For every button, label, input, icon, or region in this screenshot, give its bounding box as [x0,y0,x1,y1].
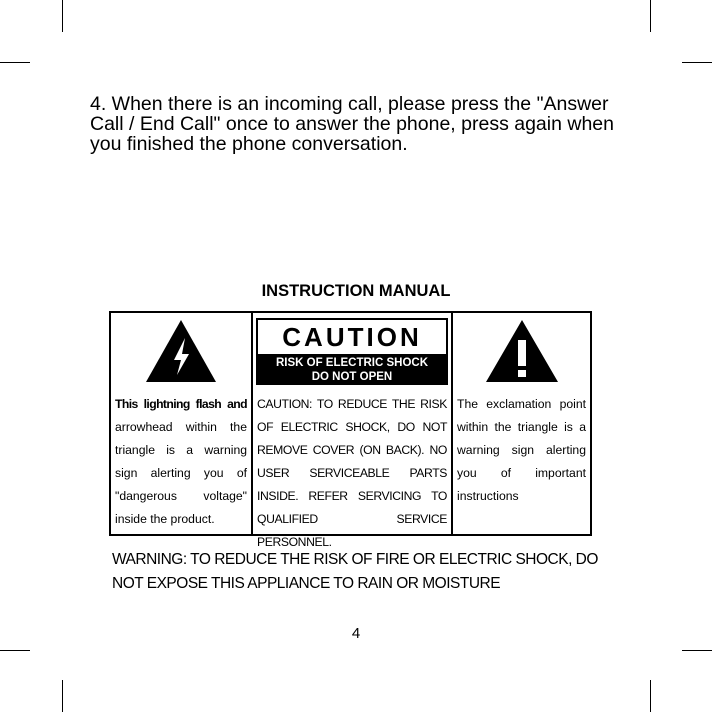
caution-line-1: RISK OF ELECTRIC SHOCK [275,357,429,369]
crop-mark [682,62,712,63]
manual-title: INSTRUCTION MANUAL [261,282,451,300]
exclamation-warning-icon [484,318,560,384]
lightning-description [115,393,247,531]
lightning-description-lead: This lightning flash and [115,397,247,411]
crop-mark [62,680,63,712]
crop-mark [650,680,651,712]
intro-paragraph: 4. When there is an incoming call, please press the "Answer Call / End Call" once to answer the phone, press again when you finished the phone conversation. [90,93,614,155]
lightning-warning-icon [144,318,218,384]
caution-word: CAUTION [282,322,422,352]
warning-text: WARNING: TO REDUCE THE RISK OF FIRE OR ELECTRIC SHOCK, DO NOT EXPOSE THIS APPLIANCE TO RAIN OR MOISTURE [112,551,598,592]
crop-mark [0,62,30,63]
safety-table [109,311,592,549]
exclamation-cell [453,313,590,534]
caution-line-2: DO NOT OPEN [311,371,393,383]
crop-mark [62,0,63,32]
crop-mark [682,650,712,651]
exclamation-description: The exclamation point within the triangle is a warning sign alerting you of important instructions [457,397,586,503]
caution-description: CAUTION: TO REDUCE THE RISK OF ELECTRIC SHOCK, DO NOT REMOVE COVER (ON BACK). NO USER SERVICEABLE PARTS INSIDE. REFER SERVICING TO QUALIFIED SERVICE PERSONNEL. [257,397,447,549]
page-number: 4 [351,625,361,642]
caution-cell [253,313,453,549]
crop-mark [0,650,30,651]
crop-mark [650,0,651,32]
caution-band [258,354,446,383]
lightning-description-rest: arrowhead within the triangle is a warning sign alerting you of "dangerous voltage" inside the product. [115,420,247,526]
lightning-cell [111,313,253,534]
caution-label [256,318,448,385]
